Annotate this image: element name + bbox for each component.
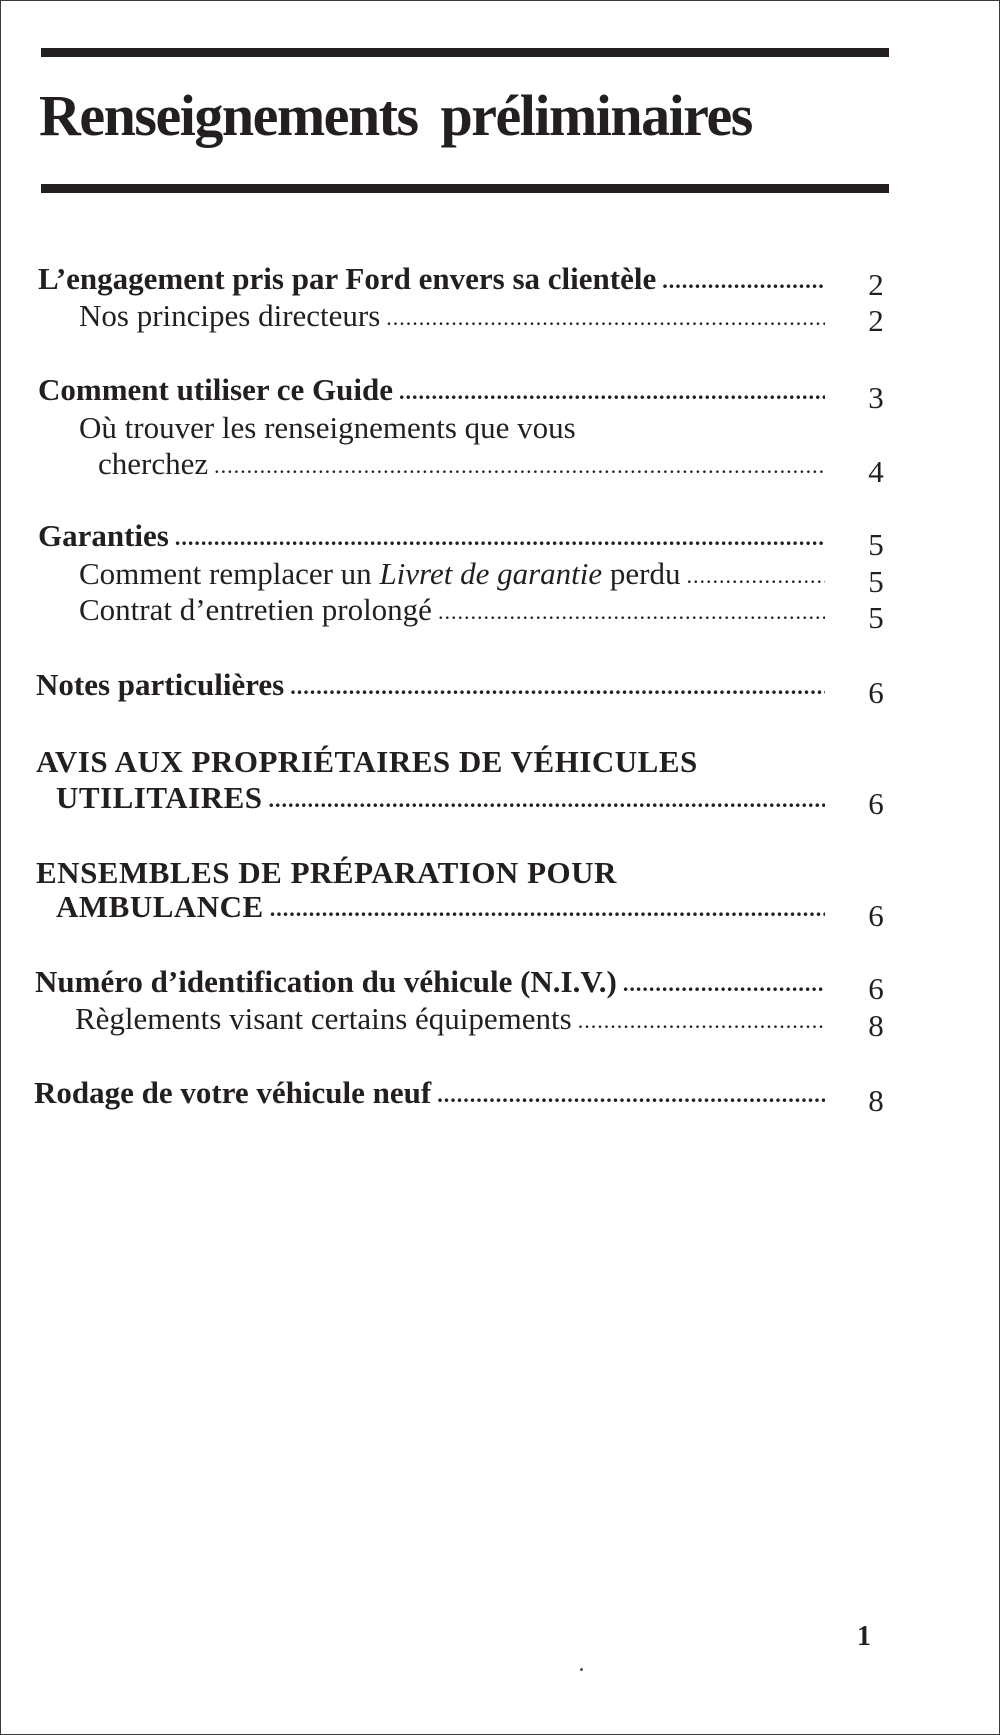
toc-entry-page: 2 <box>868 303 884 338</box>
toc-entry-page: 2 <box>868 267 884 302</box>
toc-entry-label: Notes particulières <box>36 667 285 702</box>
dot-leader <box>263 789 825 811</box>
page-number: 1 <box>857 1621 871 1652</box>
toc-entry-page: 3 <box>868 380 884 415</box>
toc-entry-page: 8 <box>868 1083 884 1118</box>
toc-entry-label: Nos principes directeurs <box>79 298 381 333</box>
toc-entry-page: 5 <box>868 564 884 599</box>
toc-entry-page: 5 <box>868 600 884 635</box>
toc-entry-page: 6 <box>868 898 884 933</box>
dot-leader <box>656 270 825 292</box>
toc-entry-label: L’engagement pris par Ford envers sa clientèle <box>38 261 657 296</box>
toc-entry-label: Comment utiliser ce Guide <box>38 372 394 407</box>
dot-leader <box>617 973 825 995</box>
toc-entry-label-line1: ENSEMBLES DE PRÉPARATION POUR <box>36 855 617 890</box>
toc-entry-utilitaires[interactable] <box>1 746 1000 822</box>
toc-entry-rodage[interactable] <box>1 1077 1000 1117</box>
toc-entry-renseignements[interactable] <box>1 410 1000 489</box>
toc-entry-garanties[interactable] <box>1 520 1000 560</box>
dot-leader <box>431 1084 825 1106</box>
toc-entry-engagement[interactable] <box>1 263 1000 303</box>
toc-entry-notes[interactable] <box>1 669 1000 709</box>
toc-entry-label-line1: AVIS AUX PROPRIÉTAIRES DE VÉHICULES <box>36 744 698 779</box>
dot-leader <box>572 1010 825 1032</box>
bottom-rule <box>41 184 889 193</box>
dot-leader <box>169 527 825 549</box>
toc-entry-label: UTILITAIRES <box>56 780 263 815</box>
dot-leader <box>380 307 825 329</box>
toc-entry-page: 5 <box>868 527 884 562</box>
toc-entry-guide[interactable] <box>1 374 1000 414</box>
top-rule <box>41 48 889 57</box>
toc-entry-page: 6 <box>868 675 884 710</box>
toc-entry-niv[interactable] <box>1 966 1000 1006</box>
toc-entry-label: Règlements visant certains équipements <box>75 1001 572 1036</box>
toc-entry-label: Contrat d’entretien prolongé <box>79 592 432 627</box>
page-title: Renseignements préliminaires <box>39 83 752 148</box>
toc-entry-contrat[interactable] <box>1 594 1000 634</box>
toc-entry-principes[interactable] <box>1 300 1000 340</box>
toc-entry-page: 6 <box>868 971 884 1006</box>
dot-leader <box>264 898 825 920</box>
toc-entry-label-line1: Où trouver les renseignements que vous <box>79 410 576 445</box>
toc-entry-label: cherchez <box>98 446 209 481</box>
toc-entry-label: Garanties <box>38 518 169 553</box>
toc-entry-page: 6 <box>868 786 884 821</box>
toc-entry-label: AMBULANCE <box>56 889 264 924</box>
dot-leader <box>284 676 825 698</box>
dot-leader <box>393 381 825 403</box>
toc-entry-label: Numéro d’identification du véhicule (N.I.V.) <box>35 964 617 999</box>
toc-entry-page: 4 <box>868 454 884 489</box>
dot-leader <box>432 601 825 623</box>
toc-entry-label: Rodage de votre véhicule neuf <box>34 1075 432 1110</box>
dot-leader <box>681 565 826 587</box>
toc-entry-ambulance[interactable] <box>1 857 1000 933</box>
print-speck <box>580 1668 583 1671</box>
toc-entry-reglements[interactable] <box>1 1003 1000 1043</box>
toc-entry-page: 8 <box>868 1008 884 1043</box>
dot-leader <box>208 455 825 477</box>
toc-entry-label: Comment remplacer un Livret de garantie perdu <box>79 556 681 591</box>
